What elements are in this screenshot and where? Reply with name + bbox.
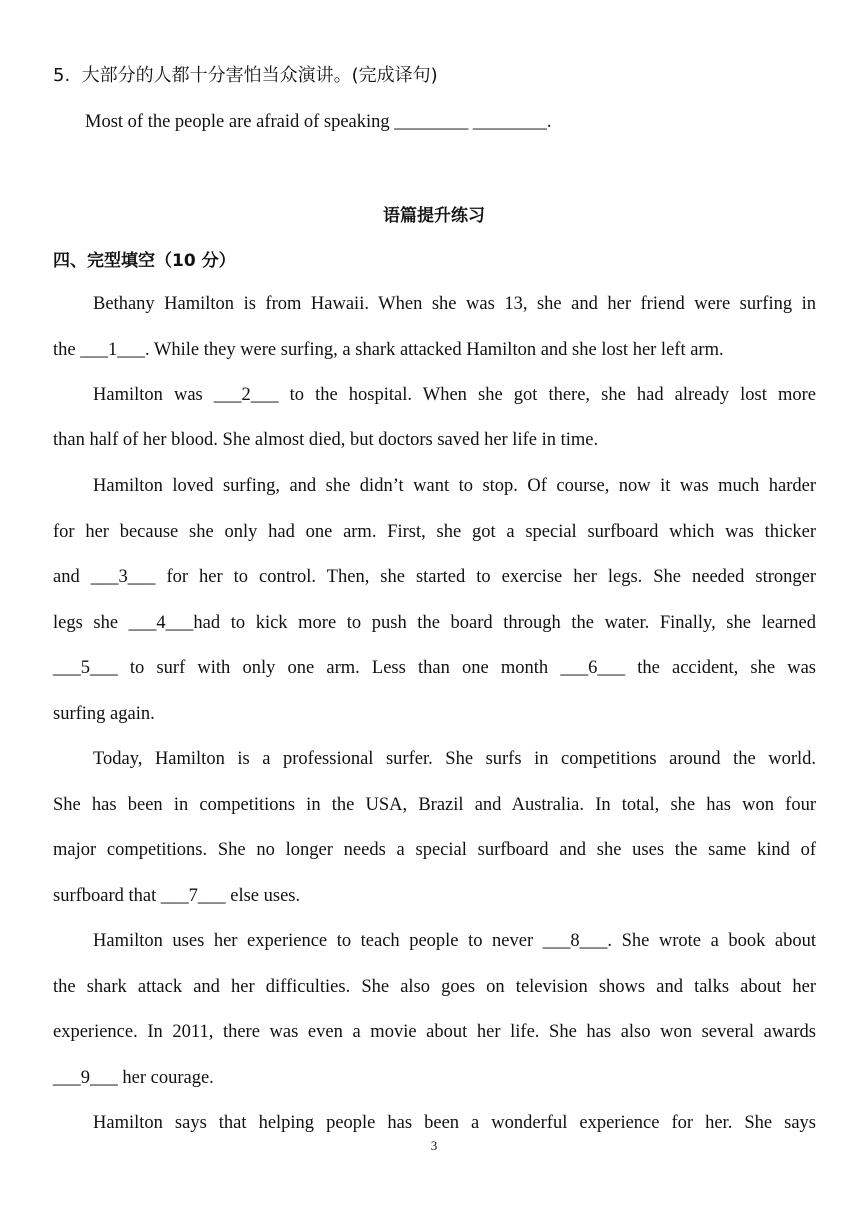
passage-line: Today, Hamilton is a professional surfer. She surfs in competitions around the world.: [93, 749, 816, 769]
passage-line: surfboard that ___7___ else uses.: [53, 886, 301, 906]
passage-line: ___9___ her courage.: [53, 1068, 214, 1088]
question-5-sentence: Most of the people are afraid of speaking ________ ________.: [85, 112, 552, 132]
passage-line: for her because she only had one arm. First, she got a special surfboard which was thicker: [53, 522, 816, 542]
passage-line: than half of her blood. She almost died, but doctors saved her life in time.: [53, 430, 599, 450]
passage-line: the ___1___. While they were surfing, a shark attacked Hamilton and she lost her left arm.: [53, 340, 724, 360]
passage-line: legs she ___4___had to kick more to push the board through the water. Finally, she learned: [53, 613, 816, 633]
page-number: 3: [430, 1138, 438, 1153]
passage-line: She has been in competitions in the USA, Brazil and Australia. In total, she has won four: [53, 795, 816, 815]
passage-line: Hamilton says that helping people has been a wonderful experience for her. She says: [93, 1113, 816, 1133]
passage-line: and ___3___ for her to control. Then, she started to exercise her legs. She needed stronger: [53, 567, 816, 587]
question-prompt: 大部分的人都十分害怕当众演讲。(完成译句): [81, 65, 438, 86]
passage-line: surfing again.: [53, 704, 155, 724]
question-number: 5.: [53, 65, 71, 86]
passage-line: Hamilton loved surfing, and she didn’t want to stop. Of course, now it was much harder: [93, 476, 816, 496]
passage-line: Hamilton uses her experience to teach people to never ___8___. She wrote a book about: [93, 931, 816, 951]
section-title: 语篇提升练习: [383, 206, 485, 226]
passage-line: ___5___ to surf with only one arm. Less than one month ___6___ the accident, she was: [53, 658, 816, 678]
passage-line: major competitions. She no longer needs a special surfboard and she uses the same kind of: [53, 840, 816, 860]
passage-line: Bethany Hamilton is from Hawaii. When she was 13, she and her friend were surfing in: [93, 294, 816, 314]
question-5-prompt: [53, 64, 816, 88]
part-heading: 四、完型填空（10 分）: [53, 251, 236, 271]
passage-line: experience. In 2011, there was even a movie about her life. She has also won several awards: [53, 1022, 816, 1042]
passage-line: the shark attack and her difficulties. She also goes on television shows and talks about her: [53, 977, 816, 997]
passage-line: Hamilton was ___2___ to the hospital. When she got there, she had already lost more: [93, 385, 816, 405]
